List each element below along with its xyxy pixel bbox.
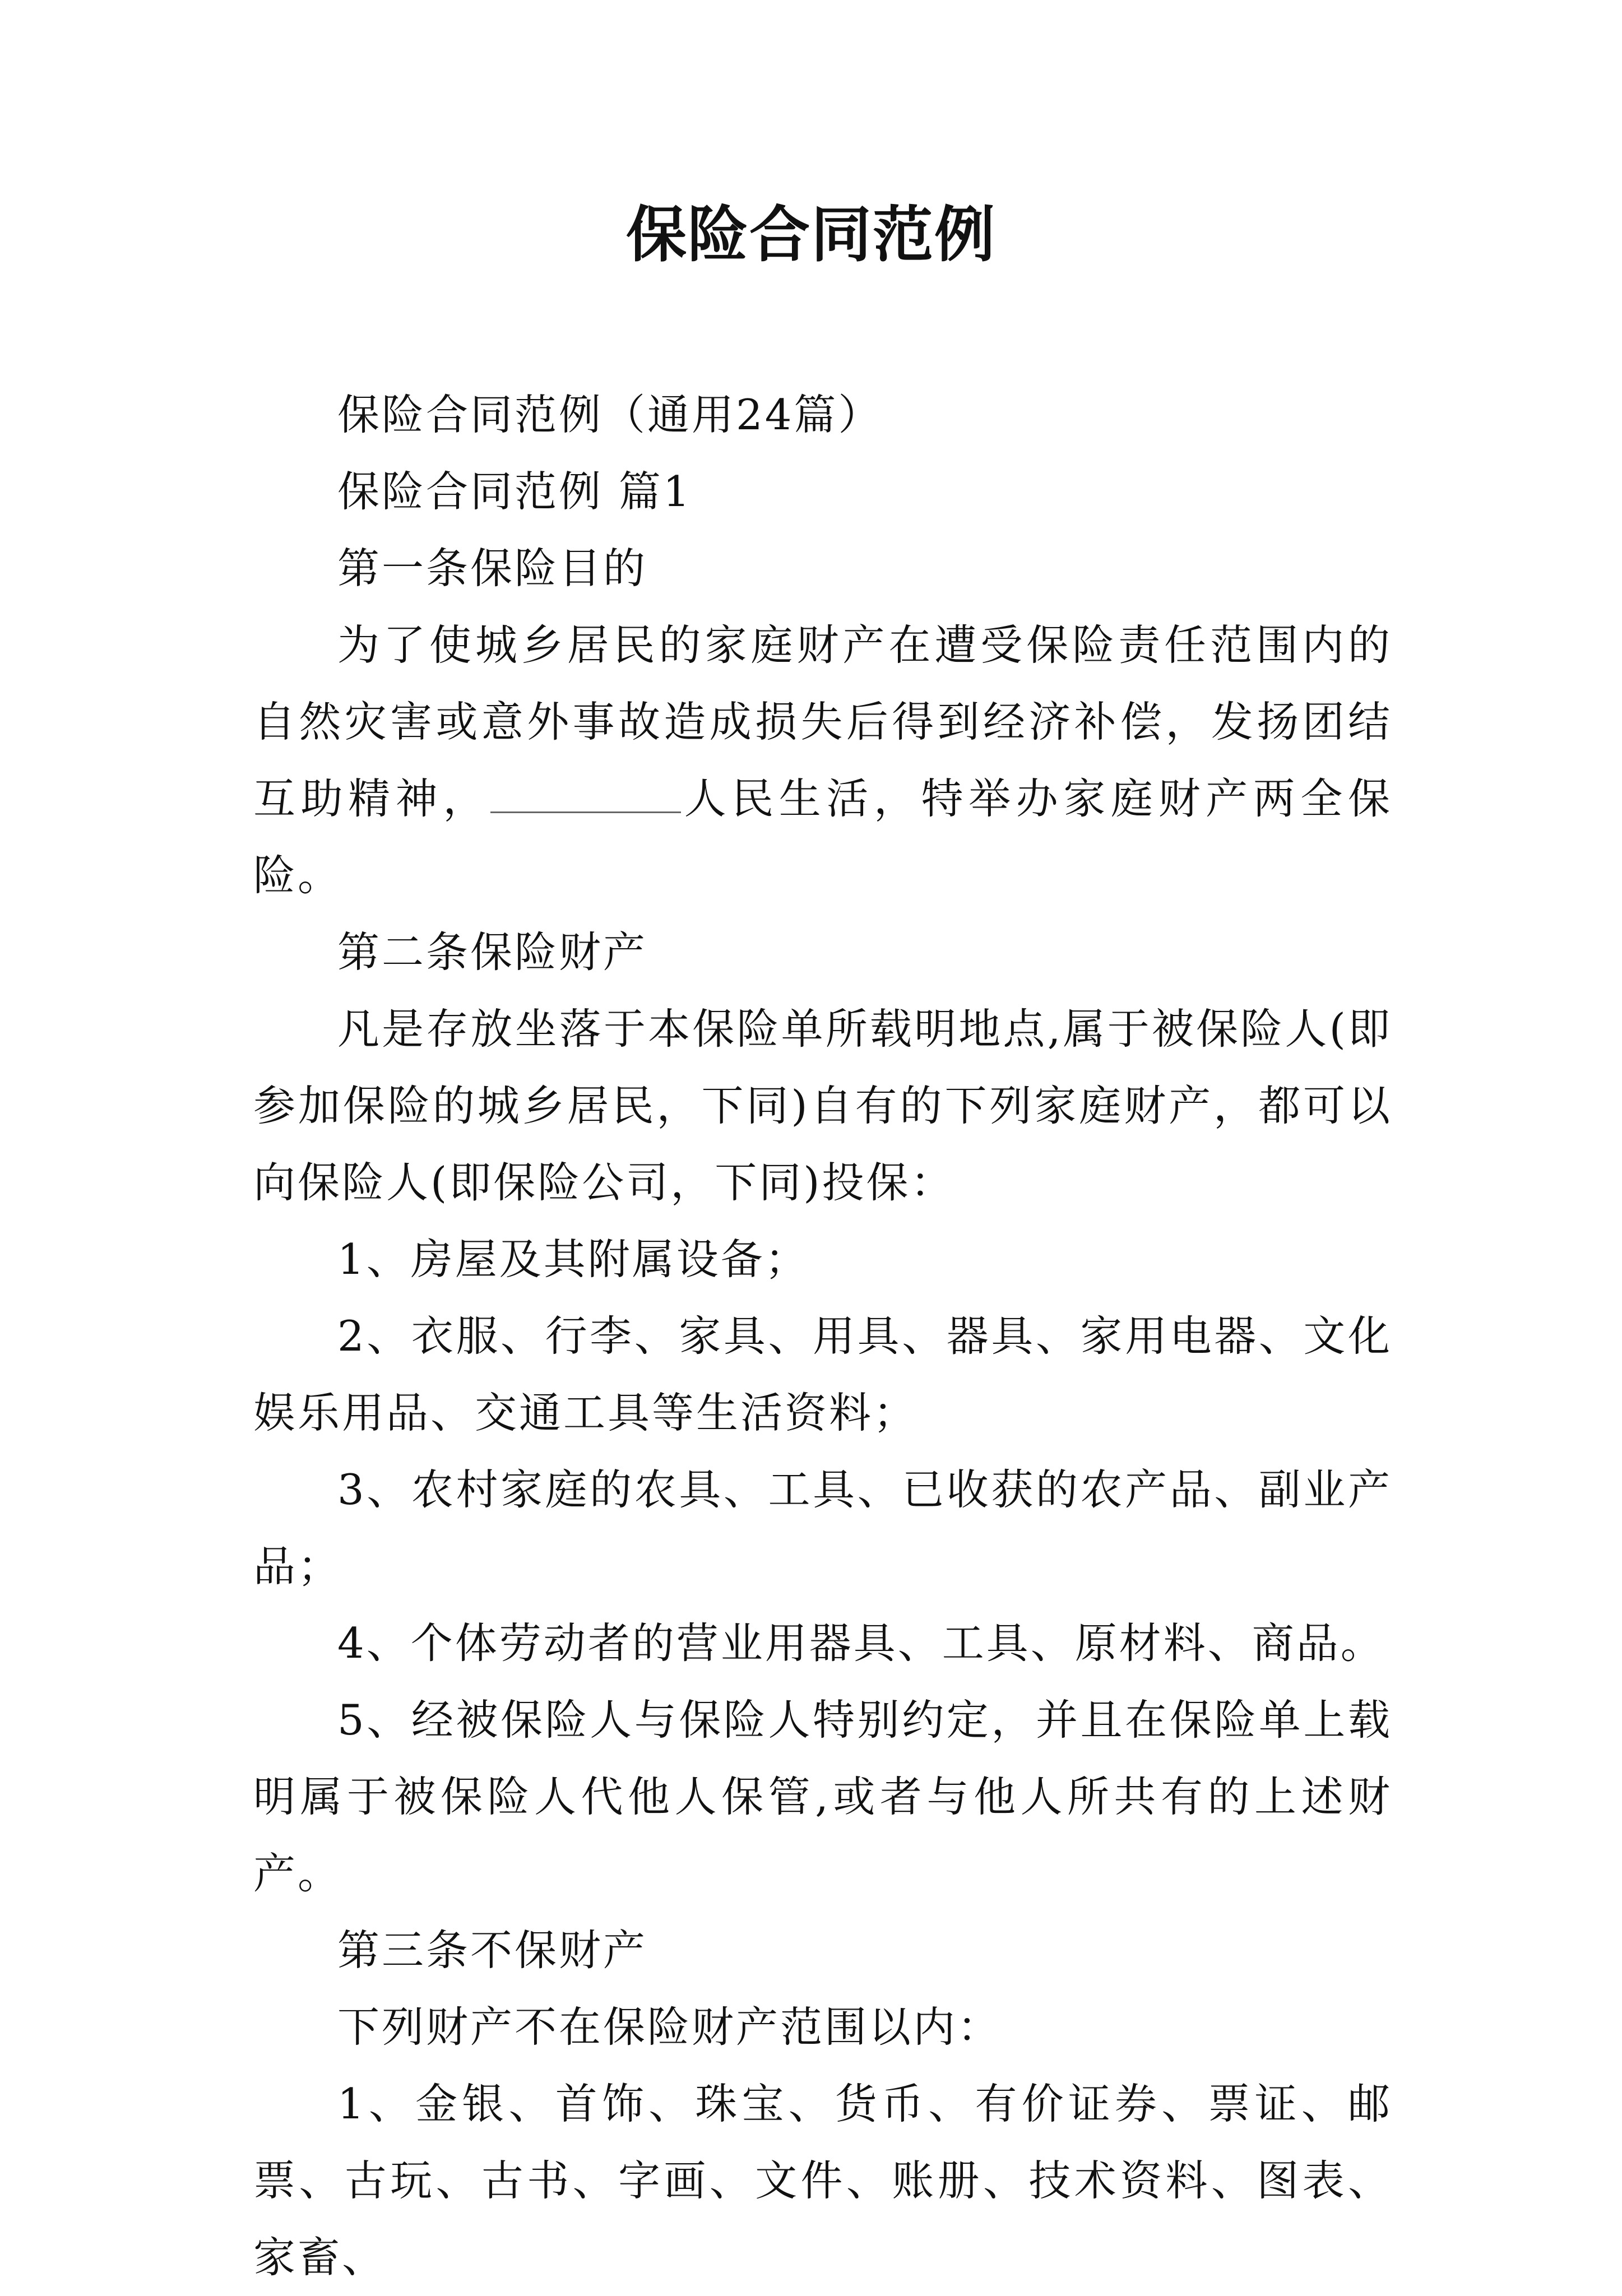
list-item: 4、个体劳动者的营业用器具、工具、原材料、商品。 bbox=[337, 1618, 1385, 1668]
paragraph-article-1-body bbox=[253, 607, 1392, 914]
list-item: 1、金银、首饰、珠宝、货币、有价证券、票证、邮票、古玩、古书、字画、文件、账册、技术资料、图表、家畜、 bbox=[253, 2079, 1392, 2282]
list-item: 1、房屋及其附属设备； bbox=[337, 1235, 809, 1284]
paragraph-article-1-heading: 第一条保险目的 bbox=[337, 544, 648, 593]
paragraph-subtitle: 保险合同范例（通用24篇） bbox=[337, 390, 883, 439]
list-item: 2、衣服、行李、家具、用具、器具、家用电器、文化娱乐用品、交通工具等生活资料； bbox=[253, 1311, 1392, 1437]
list-item: 3、农村家庭的农具、工具、已收获的农产品、副业产品； bbox=[253, 1465, 1392, 1591]
fill-in-blank bbox=[490, 772, 681, 813]
document-title: 保险合同范例 bbox=[625, 200, 996, 270]
document-body bbox=[253, 377, 1392, 2296]
paragraph-text: 人民生活，特举办家庭财产两全保险。 bbox=[253, 774, 1392, 900]
paragraph-article-3-body: 下列财产不在保险财产范围以内： bbox=[337, 2002, 1002, 2052]
paragraph-text: 为了使城乡居民的家庭财产在遭受保险责任范围内的自然灾害或意外事故造成损失后得到经济补偿，发扬团结互助精神， bbox=[253, 620, 1392, 823]
paragraph-article-2-heading: 第二条保险财产 bbox=[337, 927, 648, 977]
paragraph-article-2-body: 凡是存放坐落于本保险单所载明地点,属于被保险人(即参加保险的城乡居民，下同)自有的下列家庭财产，都可以向保险人(即保险公司，下同)投保： bbox=[253, 1004, 1392, 1207]
paragraph-article-3-heading: 第三条不保财产 bbox=[337, 1926, 648, 1975]
paragraph-section-heading: 保险合同范例 篇1 bbox=[337, 467, 692, 516]
list-item: 5、经被保险人与保险人特别约定，并且在保险单上载明属于被保险人代他人保管,或者与他人所共有的上述财产。 bbox=[253, 1695, 1392, 1898]
